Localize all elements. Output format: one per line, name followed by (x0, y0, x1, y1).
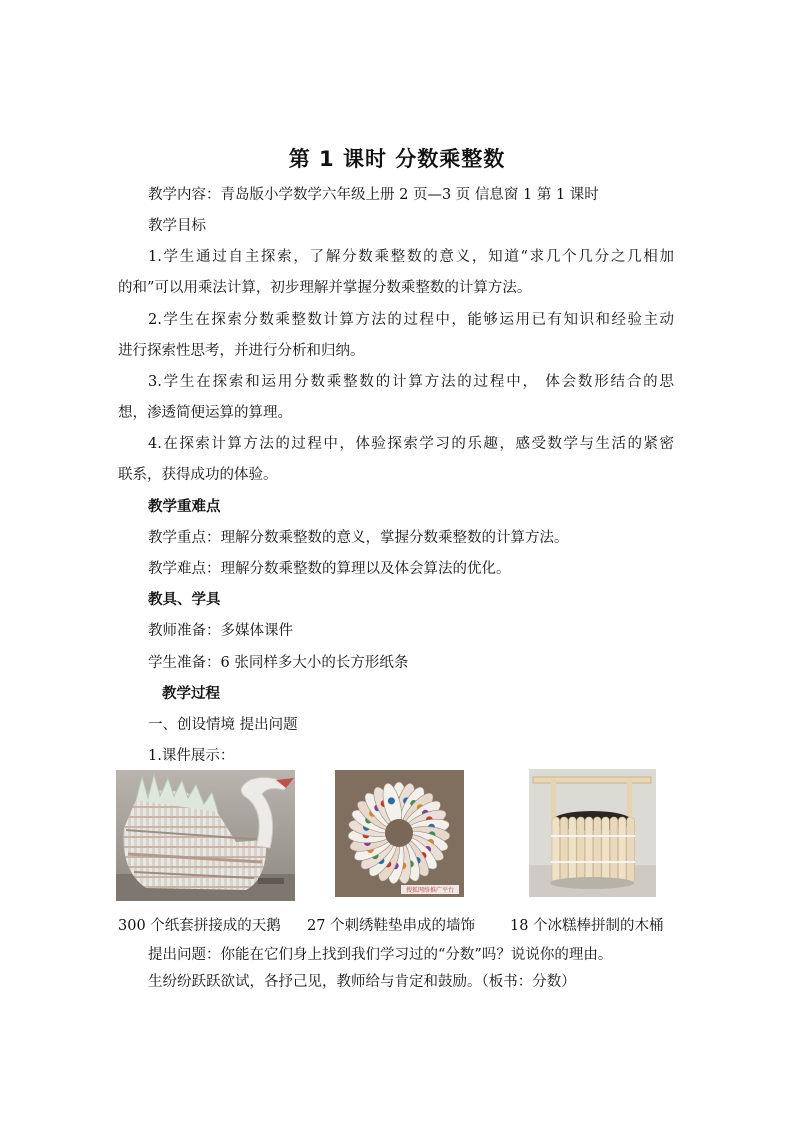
objective-3-line-2: 想，渗透简便运算的算理。 (118, 405, 292, 421)
tools-heading: 教具、学具 (148, 591, 221, 608)
objective-4-line-1: 4.在探索计算方法的过程中，体验探索学习的乐趣，感受数学与生活的紧密 (148, 436, 674, 452)
student-response: 生纷纷跃跃欲试，各抒己见，教师给与肯定和鼓励。（板书：分数） (148, 974, 576, 990)
key-point: 教学重点：理解分数乘整数的意义，掌握分数乘整数的计算方法。 (148, 530, 569, 546)
objective-2-line-2: 进行探索性思考，并进行分析和归纳。 (118, 343, 365, 359)
objective-2-line-1: 2.学生在探索分数乘整数计算方法的过程中，能够运用已有知识和经验主动 (148, 312, 674, 328)
insole-wreath-photo (335, 770, 464, 897)
swan-photo (116, 770, 295, 901)
process-heading: 教学过程 (162, 685, 220, 702)
objective-1-line-1: 1.学生通过自主探索，了解分数乘整数的意义，知道“求几个几分之几相加 (148, 249, 674, 265)
objective-3-line-1: 3.学生在探索和运用分数乘整数的计算方法的过程中， 体会数形结合的思 (148, 374, 674, 390)
teacher-prep: 教师准备：多媒体课件 (148, 623, 293, 639)
teaching-content: 教学内容：青岛版小学数学六年级上册 2 页—3 页 信息窗 1 第 1 课时 (148, 187, 599, 203)
student-prep: 学生准备：6 张同样多大小的长方形纸条 (148, 655, 409, 671)
caption-swan: 300 个纸套拼接成的天鹅 (118, 918, 281, 934)
item-1: 1.课件展示： (148, 748, 235, 764)
bucket-photo (529, 769, 656, 897)
keypoints-heading: 教学重难点 (148, 498, 221, 515)
page-title: 第 1 课时 分数乘整数 (288, 147, 506, 171)
section-1-heading: 一、创设情境 提出问题 (148, 717, 298, 733)
caption-bucket: 18 个冰糕棒拼制的木桶 (510, 918, 664, 934)
objective-1-line-2: 的和”可以用乘法计算，初步理解并掌握分数乘整数的计算方法。 (118, 280, 532, 296)
caption-wreath: 27 个刺绣鞋垫串成的墙饰 (307, 918, 476, 934)
watermark: 搜狐网络推广平台 (405, 887, 455, 894)
difficulty: 教学难点：理解分数乘整数的算理以及体会算法的优化。 (148, 561, 511, 577)
objective-4-line-2: 联系，获得成功的体验。 (118, 467, 278, 483)
objectives-heading: 教学目标 (148, 218, 206, 234)
question: 提出问题：你能在它们身上找到我们学习过的“分数”吗？说说你的理由。 (148, 947, 613, 963)
